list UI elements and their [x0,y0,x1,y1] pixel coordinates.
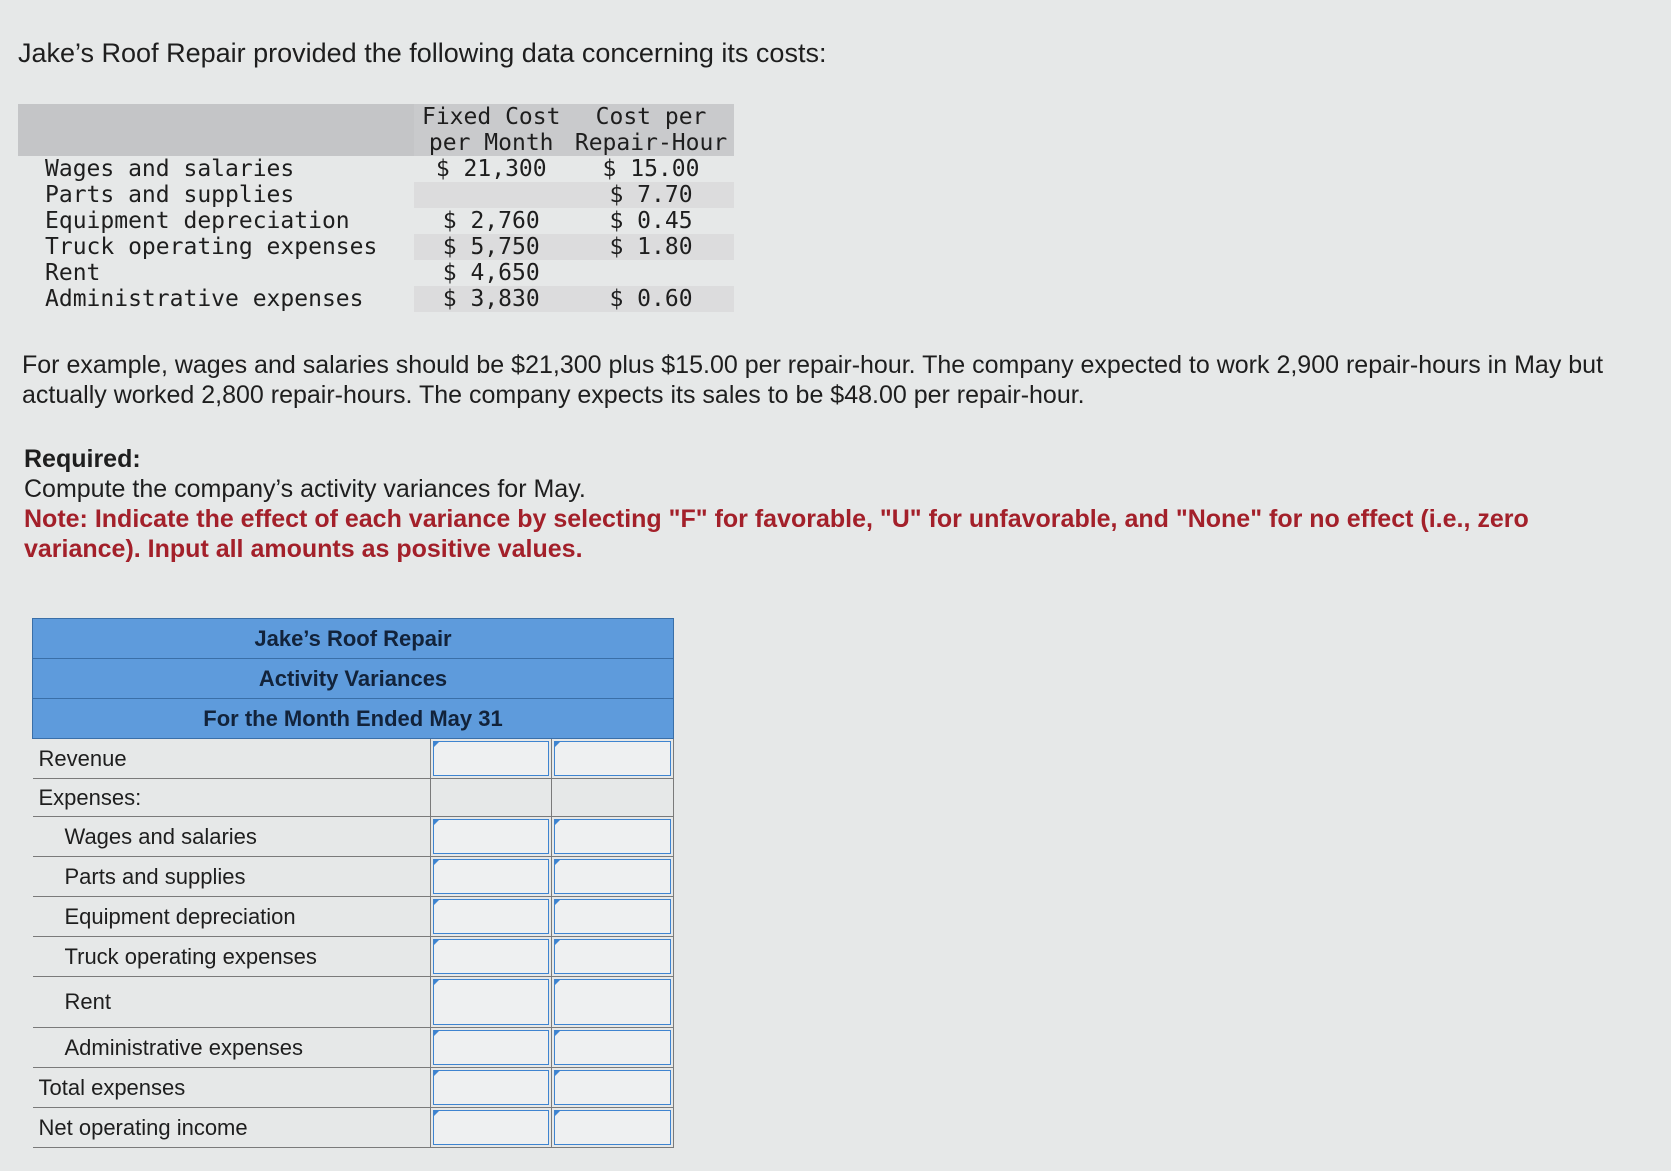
problem-paragraph: For example, wages and salaries should be $21,300 plus $15.00 per repair-hour. The company expected to work 2,900 repair-hours in May but actually worked 2,800 repair-hours. The company expects its sales to be $48.00 per repair-hour. [22,351,1604,409]
grid-row-wages [33,817,674,857]
wages-effect-select[interactable] [554,819,671,854]
cost-row-truck [18,234,734,260]
row-label-equipment: Equipment depreciation [33,897,431,937]
grid-row-admin [33,1028,674,1068]
rent-amount-input[interactable] [433,979,550,1025]
cost-row-parts [18,182,734,208]
wages-amount-input[interactable] [433,819,550,854]
cost-label: Equipment depreciation [45,208,350,234]
grid-row-equipment [33,897,674,937]
grid-row-noi [33,1108,674,1148]
header-var-line1: Cost per [568,104,734,130]
revenue-effect-select[interactable] [554,741,671,776]
parts-amount-input[interactable] [433,859,550,894]
cost-fixed: $ 2,760 [442,208,540,234]
required-instruction: Compute the company’s activity variances for May. [24,475,586,503]
cost-var: $ 0.60 [568,286,734,312]
header-var-line2: Repair-Hour [568,130,734,156]
header-fixed-line2: per Month [414,130,568,156]
cost-fixed: $ 21,300 [435,156,547,182]
cost-var: $ 0.45 [609,208,693,234]
row-label-wages: Wages and salaries [33,817,431,857]
cost-label: Truck operating expenses [45,234,378,260]
total-amount-input[interactable] [433,1070,550,1105]
cost-fixed: $ 4,650 [442,260,540,286]
cost-label: Rent [45,260,101,286]
revenue-amount-input[interactable] [433,741,550,776]
required-title: Required: [24,445,141,473]
grid-row-expenses [33,779,674,817]
grid-company-title: Jake’s Roof Repair [33,619,674,659]
equipment-effect-select[interactable] [554,899,671,934]
row-label-rent: Rent [33,977,431,1028]
cost-fixed [414,182,568,208]
rent-effect-select[interactable] [554,979,671,1025]
cost-var: $ 7.70 [568,182,734,208]
row-label-parts: Parts and supplies [33,857,431,897]
cost-row-admin [18,286,734,312]
grid-row-truck [33,937,674,977]
equipment-amount-input[interactable] [433,899,550,934]
truck-effect-select[interactable] [554,939,671,974]
noi-effect-select[interactable] [554,1110,671,1145]
grid-row-parts [33,857,674,897]
required-section [24,444,1644,564]
row-label-truck: Truck operating expenses [33,937,431,977]
cost-var: $ 1.80 [568,234,734,260]
parts-effect-select[interactable] [554,859,671,894]
cost-row-rent [18,260,734,286]
header-fixed-line1: Fixed Cost [414,104,568,130]
cost-label: Wages and salaries [45,156,295,182]
cost-var [568,260,734,286]
admin-effect-select[interactable] [554,1030,671,1065]
admin-amount-input[interactable] [433,1030,550,1065]
cost-row-wages [18,156,734,182]
grid-row-rent [33,977,674,1028]
cost-data-table [18,104,734,312]
required-note: Note: Indicate the effect of each variance by selecting "F" for favorable, "U" for unfavorable, and "None" for no effect (i.e., zero variance). Input all amounts as positive values. [24,505,1529,563]
row-label-total: Total expenses [33,1068,431,1108]
row-label-admin: Administrative expenses [33,1028,431,1068]
cost-fixed: $ 3,830 [414,286,568,312]
cost-fixed: $ 5,750 [414,234,568,260]
activity-variance-grid [32,618,674,1148]
truck-amount-input[interactable] [433,939,550,974]
grid-row-total [33,1068,674,1108]
cost-var: $ 15.00 [602,156,700,182]
row-label-noi: Net operating income [33,1108,431,1148]
cost-row-equipment [18,208,734,234]
cost-table-header-row-2 [18,130,734,156]
grid-period-title: For the Month Ended May 31 [33,699,674,739]
cost-label: Parts and supplies [45,182,295,208]
intro-text: Jake’s Roof Repair provided the following data concerning its costs: [18,38,827,68]
grid-report-title: Activity Variances [33,659,674,699]
grid-row-revenue [33,739,674,779]
row-label-expenses: Expenses: [33,779,431,817]
cost-label: Administrative expenses [45,286,364,312]
row-label-revenue: Revenue [33,739,431,779]
total-effect-select[interactable] [554,1070,671,1105]
noi-amount-input[interactable] [433,1110,550,1145]
cost-table-header-row-1 [18,104,734,130]
